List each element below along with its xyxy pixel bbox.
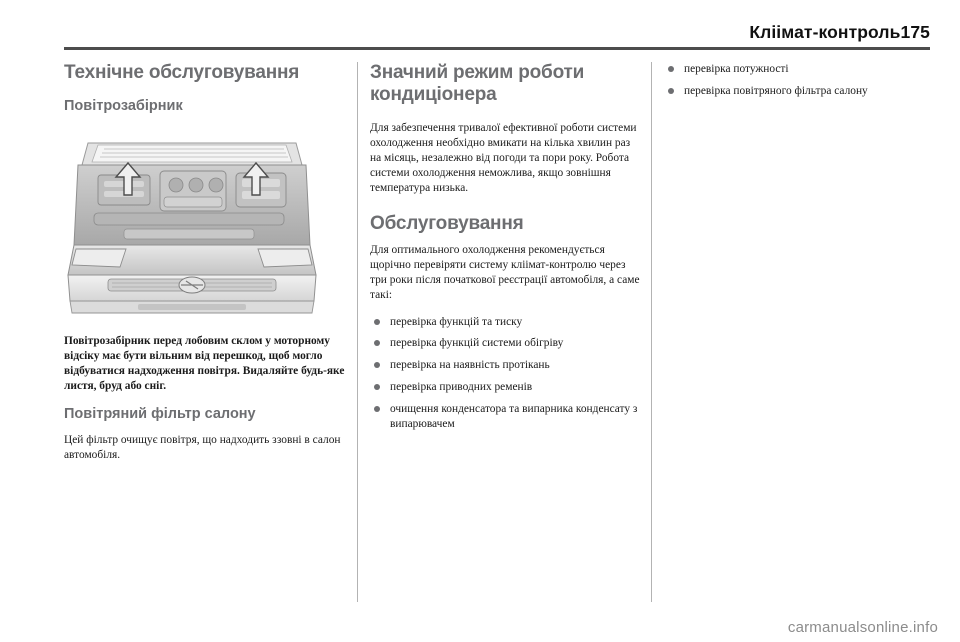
air-intake-note: Повітрозабірник перед лобовим склом у моторному відсіку має бути вільним від перешкод, щоб могло відбуватися надходження повітря. Видаляйте будь-яке листя, бруд або сніг. <box>64 334 345 393</box>
list-item <box>370 358 642 373</box>
list-item-label: перевірка функцій системи обігріву <box>390 337 564 350</box>
column-divider-2 <box>651 62 652 602</box>
cabin-filter-text: Цей фільтр очищує повітря, що надходить ззовні в салон автомобіля. <box>64 433 341 461</box>
service-checklist <box>370 315 642 432</box>
bullet-dot-icon <box>374 362 380 368</box>
list-item-label: перевірка потужності <box>684 63 789 75</box>
list-item-label: перевірка на наявність протікань <box>390 359 550 372</box>
list-item-label: перевірка приводних ременів <box>390 381 533 394</box>
bullet-dot-icon <box>374 406 380 412</box>
bullet-dot-icon <box>668 66 674 72</box>
column-3 <box>664 62 930 106</box>
bullet-dot-icon <box>374 384 380 390</box>
column-divider-1 <box>357 62 358 602</box>
column-1 <box>64 62 349 474</box>
section-title-maintenance: Технічне обслуговування <box>64 62 300 83</box>
page-header <box>64 22 930 43</box>
bullet-dot-icon <box>374 319 380 325</box>
header-rule <box>64 47 930 50</box>
subsection-title-cabin-filter: Повітряний фільтр салону <box>64 406 256 423</box>
list-item-label: перевірка повітряного фільтра салону <box>684 84 868 97</box>
list-item <box>664 62 930 77</box>
header-title: Кліімат-контроль175 <box>749 22 930 42</box>
engine-bay-air-intake-illustration <box>64 125 320 321</box>
footer-watermark: carmanualsonline.info <box>787 619 938 636</box>
ac-operation-text: Для забезпечення тривалої ефективної роботи системи охолодження необхідно вмикати на кілька хвилин раз на місяць, незалежно від погоди та пори року. Робота системи охолодження неможлива, якщо зовнішня температура низька. <box>370 121 637 195</box>
section-title-ac-operation: Значний режим роботи кондиціонера <box>370 62 585 106</box>
service-checklist-continued <box>664 62 930 99</box>
list-item <box>370 336 642 351</box>
service-intro-text: Для оптимального охолодження рекомендується щорічно перевіряти систему кліімат-контролю через три роки після початкової реєстрації автомобіля, а саме такі: <box>370 244 640 302</box>
column-2 <box>370 62 642 439</box>
list-item-label: очищення конденсатора та випарника конденсату з випарювачем <box>390 402 638 430</box>
bullet-dot-icon <box>668 88 674 94</box>
subsection-title-air-intake: Повітрозабірник <box>64 98 183 115</box>
list-item <box>370 315 642 330</box>
section-title-service: Обслуговування <box>370 212 524 234</box>
bullet-dot-icon <box>374 340 380 346</box>
list-item <box>664 84 930 99</box>
list-item <box>370 380 642 395</box>
engine-bay-figure <box>64 125 320 321</box>
list-item-label: перевірка функцій та тиску <box>390 315 523 328</box>
list-item <box>370 402 642 432</box>
page-left-margin <box>0 0 40 642</box>
